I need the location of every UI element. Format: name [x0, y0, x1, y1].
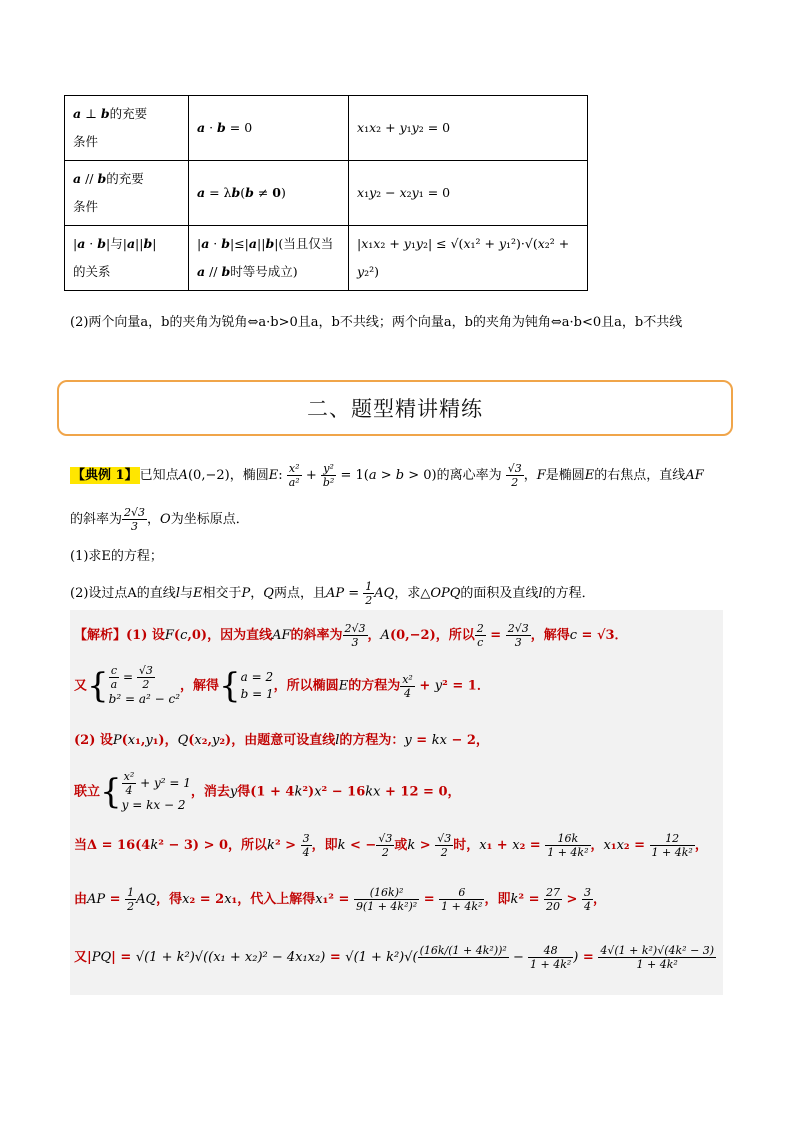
- table-cell: a ⊥ b的充要 条件: [65, 96, 189, 161]
- table-row: [65, 96, 588, 161]
- example-tag: 【典例 1】: [72, 468, 138, 483]
- table-cell: |a · b|与|a||b| 的关系: [65, 226, 189, 291]
- analysis-line-2: 又{ $\frac{c}{a}$ = $\frac{√3}{2}$ b² = a² − c²，解得{a = 2 b = 1，所以椭圆E的方程为 $\frac{\text{x²}}{4}$ + y² = 1．: [74, 664, 490, 706]
- analysis-line-1: 【解析】(1) 设F(c,0)，因为直线AF的斜率为 $\frac{2√3}{3}$ ，A(0,−2)，所以 $\frac{2}{c}$ = $\frac{2√3}{3}$ ，解得c = √3．: [74, 622, 628, 649]
- analysis-line-5: 当Δ = 16(4k² − 3) > 0，所以k² > $\frac{3}{4}$ ，即k < − $\frac{√3}{2}$ 或k > $\frac{√3}{2}$ 时，x₁ + x₂ = $\frac{16k}{\text{1 + 4k²}}$ ，x₁x₂ = $\frac{12}{\text{1 + 4k²}}$ ，: [74, 832, 708, 859]
- analysis-line-4: 联立{ $\frac{\text{x²}}{4}$ + y² = 1 y = kx − 2，消去y得(1 + 4k²)x² − 16kx + 12 = 0，: [74, 770, 461, 812]
- question-1: (1)求E的方程；: [70, 549, 163, 564]
- example-line-2: 的斜率为 $\frac{2√3}{3}$ ，O为坐标原点．: [70, 506, 249, 533]
- table-cell: |x₁x₂ + y₁y₂| ≤ √(x₁² + y₁²)·√(x₂² + y₂²): [349, 226, 588, 291]
- vector-properties-table: [64, 95, 588, 291]
- table-cell: x₁x₂ + y₁y₂ = 0: [349, 96, 588, 161]
- question-2: (2)设过点A的直线l与E相交于P，Q两点，且AP = $\frac{1}{2}$ AQ，求△OPQ的面积及直线l的方程．: [70, 580, 595, 607]
- table-row: [65, 161, 588, 226]
- example-line-1: 【典例 1】 已知点A(0,−2)，椭圆E: $\frac{\text{x²}}{\text{a²}}$ + $\frac{\text{y²}}{\text{b²}}$ = 1(a > b > 0)的离心率为 $\frac{√3}{2}$ ，F是椭圆E的右焦点，直线AF: [72, 462, 704, 489]
- analysis-line-7: 又|PQ| = √(1 + k²)√((x₁ + x₂)² − 4x₁x₂) = √(1 + k²)√( (16k/(1 + 4k²))² − $\frac{48}{\text{1 + 4k²}}$ ) = $\frac{\text{4√(1 + k²)√(4k² − 3)}}{\text{1 + 4k²}}$: [74, 944, 715, 971]
- table-cell: |a · b|≤|a||b|(当且仅当 a // b时等号成立): [189, 226, 349, 291]
- analysis-line-3: (2) 设P(x₁,y₁)，Q(x₂,y₂)，由题意可设直线l的方程为：y = kx − 2，: [74, 733, 489, 748]
- table-cell: x₁y₂ − x₂y₁ = 0: [349, 161, 588, 226]
- table-row: [65, 226, 588, 291]
- table-cell: a · b = 0: [189, 96, 349, 161]
- table-cell: a // b的充要 条件: [65, 161, 189, 226]
- section-banner: [57, 380, 733, 436]
- section-title: 二、题型精讲精练: [307, 397, 483, 421]
- table-cell: a = λb(b ≠ 0): [189, 161, 349, 226]
- analysis-line-6: 由AP = $\frac{1}{2}$ AQ，得x₂ = 2x₁，代入上解得x₁² = $\frac{\text{(16k)²}}{\text{9(1 + 4k²)²}}$ = $\frac{6}{\text{1 + 4k²}}$ ，即k² = $\frac{27}{20}$ > $\frac{3}{4}$ ，: [74, 886, 606, 913]
- note-paragraph: (2)两个向量a，b的夹角为锐角⇔a·b>0且a，b不共线；两个向量a，b的夹角为钝角⇔a·b<0且a，b不共线: [70, 315, 683, 330]
